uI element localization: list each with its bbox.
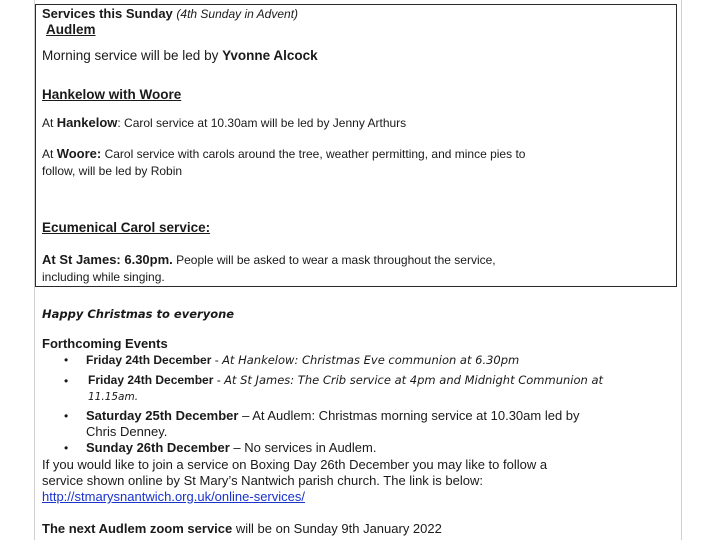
- event-3-text: At Audlem: Christmas morning service at 10.30am led by: [252, 408, 580, 423]
- ecumenical-line1: [42, 252, 496, 268]
- hankelow-text: [42, 115, 406, 131]
- event-2-text: At St James: The Crib service at 4pm and Midnight Communion at: [224, 373, 604, 387]
- services-heading: [42, 6, 298, 22]
- services-heading-note: (4th Sunday in Advent): [176, 7, 299, 21]
- event-4-date: Sunday 26th December: [86, 440, 230, 455]
- ecumenical-place-time: At St James: 6.30pm.: [42, 252, 173, 267]
- services-heading-text: Services this Sunday: [42, 6, 173, 21]
- boxing-day-line2: service shown online by St Mary’s Nantwich parish church. The link is below:: [42, 473, 483, 488]
- forthcoming-heading: Forthcoming Events: [42, 336, 168, 351]
- woore-prefix: At: [42, 147, 54, 161]
- woore-text-line2: follow, will be led by Robin: [42, 164, 183, 178]
- bullet-3: •: [64, 409, 69, 423]
- zoom-service-line: [42, 521, 442, 536]
- event-4-sep: –: [229, 440, 245, 455]
- boxing-day-line1: If you would like to join a service on Boxing Day 26th December you may like to follow a: [42, 457, 548, 472]
- event-4-text: No services in Audlem.: [244, 440, 377, 455]
- event-3-date: Saturday 25th December: [86, 408, 239, 423]
- bullet-2: •: [64, 374, 69, 388]
- hankelow-woore-heading: Hankelow with Woore: [42, 87, 182, 102]
- audlem-text-prefix: Morning service will be led by: [42, 48, 219, 63]
- woore-detail: Carol service with carols around the tree, weather permitting, and mince pies to: [104, 147, 526, 161]
- event-2: [88, 373, 603, 388]
- zoom-rest: will be on Sunday 9th January 2022: [235, 521, 442, 536]
- audlem-text: [42, 48, 318, 63]
- christmas-greeting: Happy Christmas to everyone: [42, 307, 235, 321]
- hankelow-place: Hankelow: [56, 115, 118, 130]
- event-1: [86, 353, 519, 368]
- event-2-line2: 11.15am.: [88, 391, 139, 403]
- ecumenical-detail: People will be asked to wear a mask throughout the service,: [176, 253, 496, 267]
- bullet-1: •: [64, 353, 69, 367]
- ecumenical-heading: Ecumenical Carol service:: [42, 220, 211, 235]
- hankelow-prefix: At: [42, 116, 54, 130]
- bullet-4: •: [64, 441, 69, 455]
- woore-text-line1: [42, 146, 525, 162]
- event-1-sep: -: [211, 353, 223, 367]
- event-4: [86, 440, 376, 455]
- event-3-sep: –: [238, 408, 253, 423]
- event-1-date: Friday 24th December: [86, 353, 212, 367]
- audlem-heading: Audlem: [46, 22, 96, 37]
- event-2-date: Friday 24th December: [88, 373, 214, 387]
- audlem-leader: Yvonne Alcock: [222, 48, 318, 63]
- event-3: [86, 408, 580, 423]
- event-1-text: At Hankelow: Christmas Eve communion at 6.30pm: [222, 353, 520, 367]
- hankelow-detail: : Carol service at 10.30am will be led by Jenny Arthurs: [117, 116, 407, 130]
- woore-place: Woore:: [56, 146, 102, 161]
- zoom-bold: The next Audlem zoom service: [42, 521, 233, 536]
- event-3-line2: Chris Denney.: [86, 424, 168, 439]
- event-2-sep: -: [213, 373, 225, 387]
- ecumenical-line2: including while singing.: [42, 270, 165, 284]
- online-services-link[interactable]: http://stmarysnantwich.org.uk/online-services/: [42, 489, 305, 504]
